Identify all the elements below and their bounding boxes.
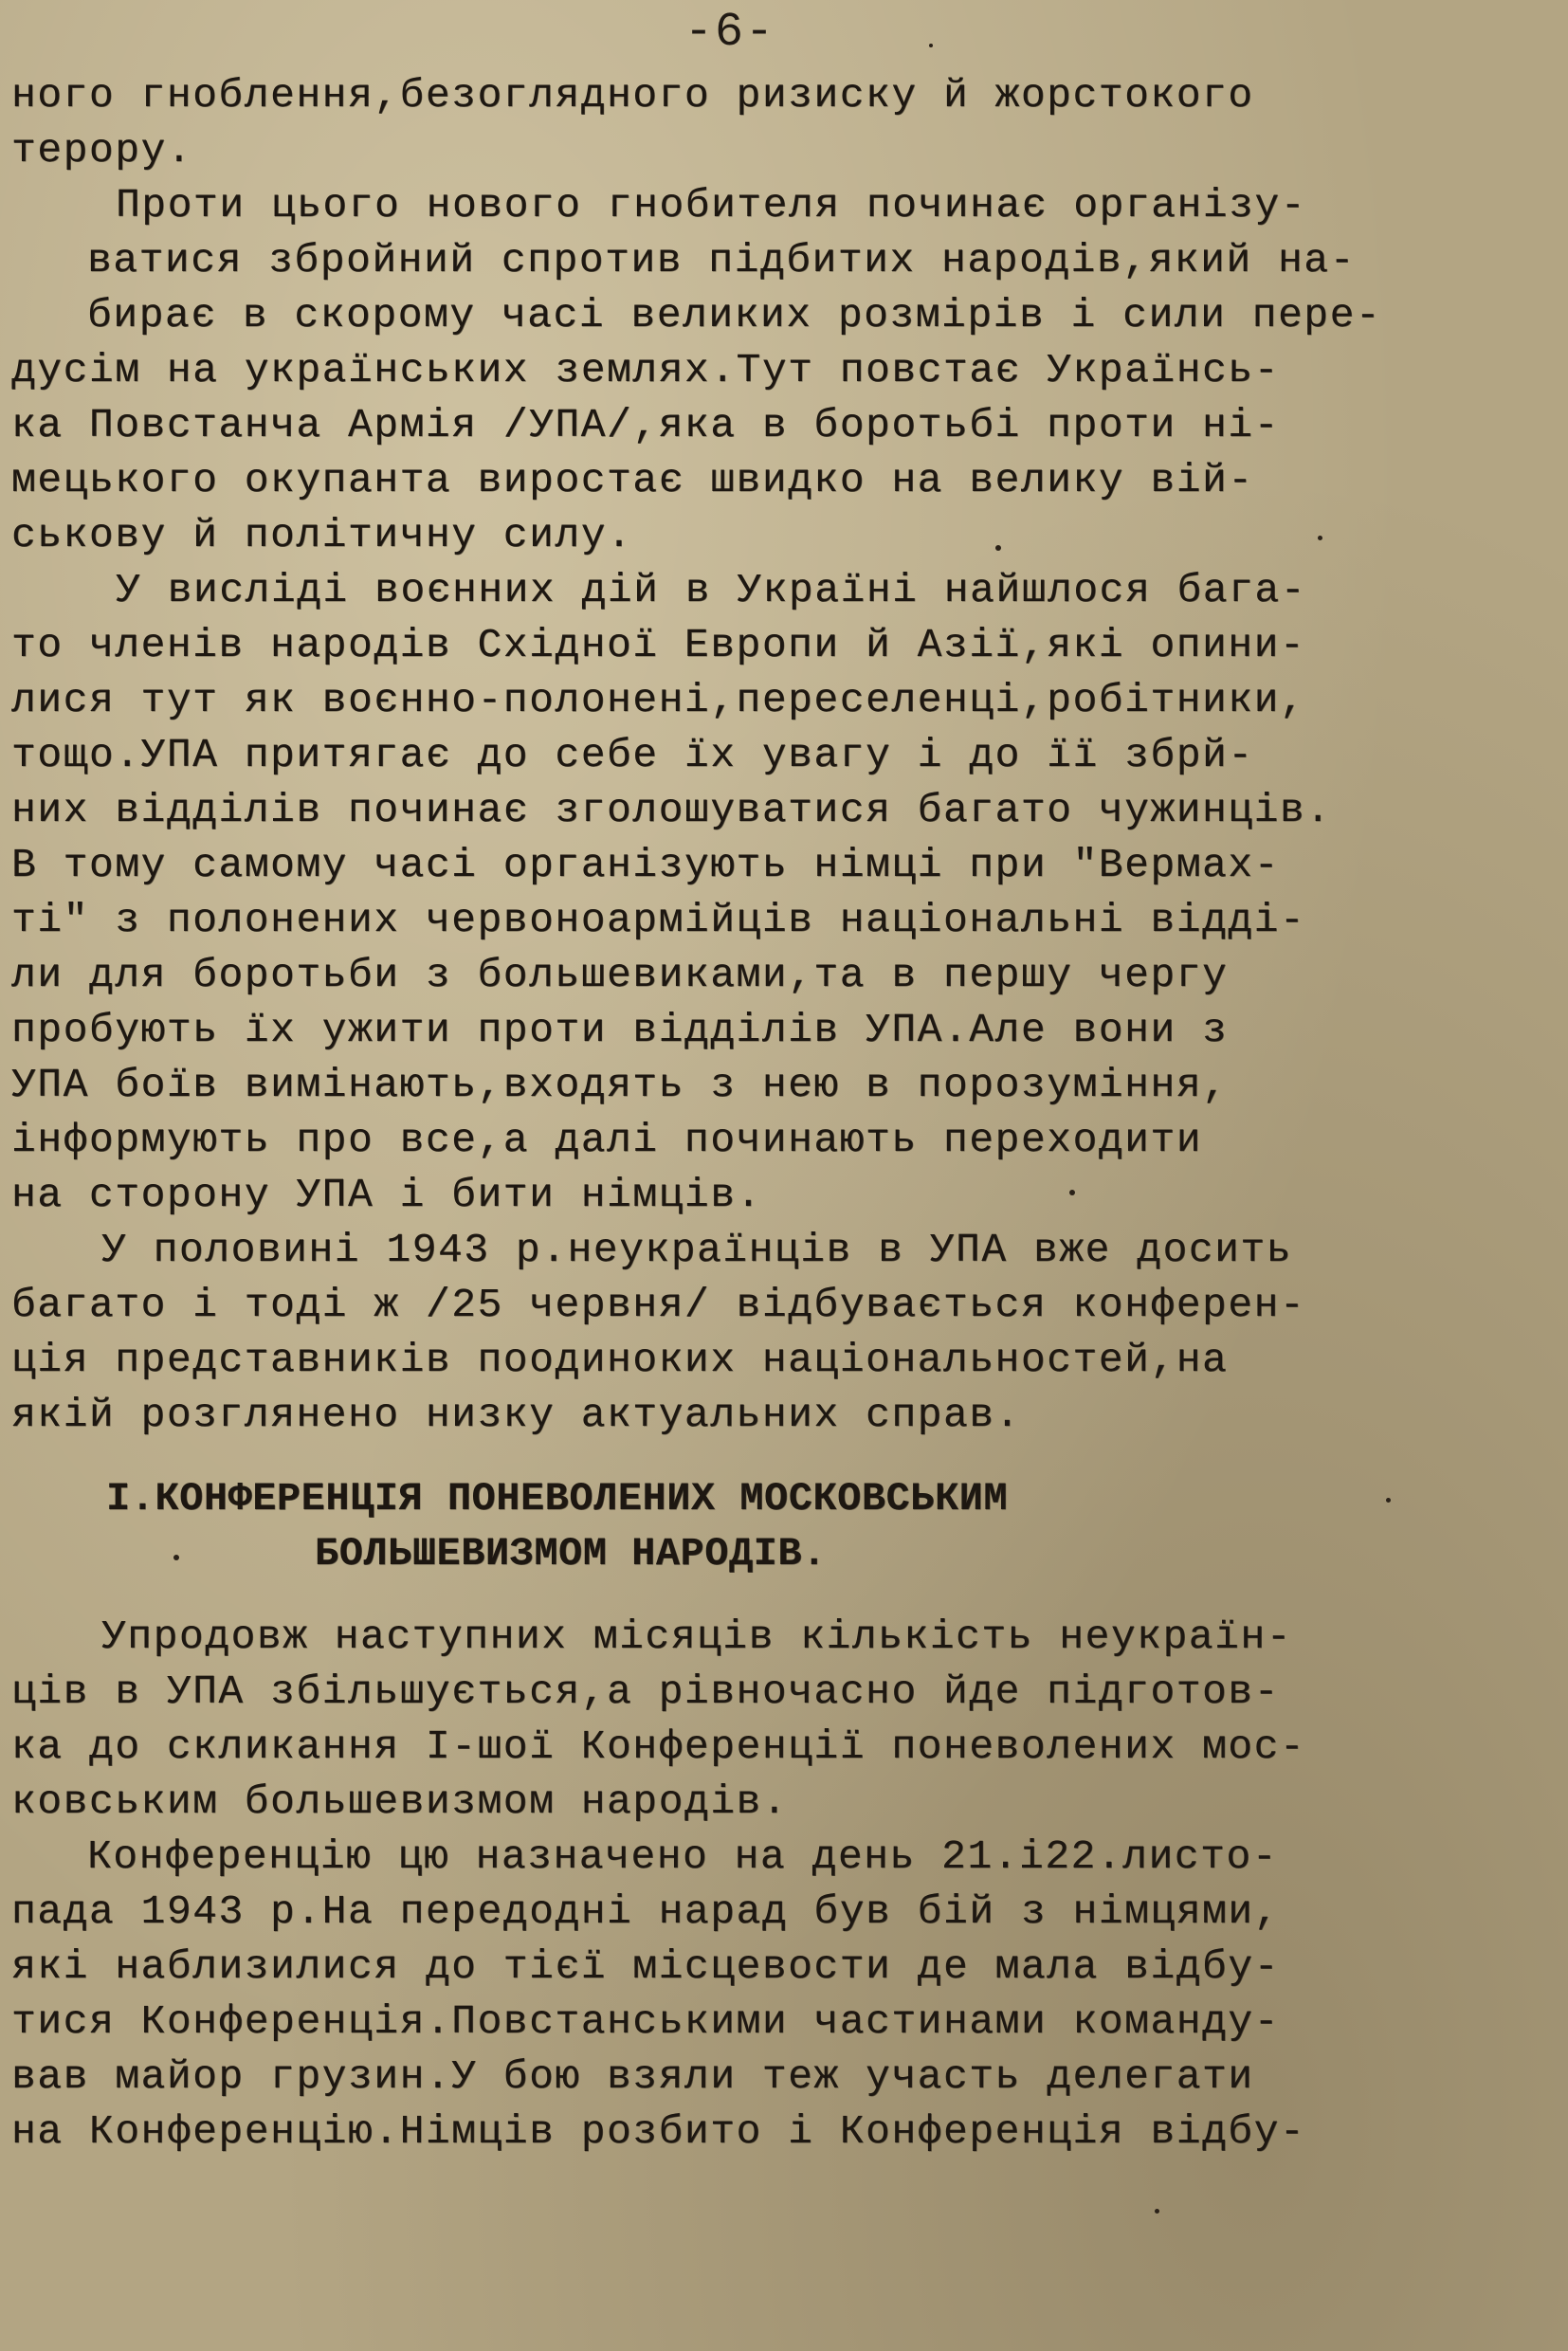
ink-speck <box>1155 2209 1159 2214</box>
text-line: на Конференцію.Німців розбито і Конференція відбу- <box>11 2108 1306 2155</box>
ink-speck <box>995 545 1001 551</box>
text-line: бирає в скорому часі великих розмірів і сили пере- <box>87 292 1382 338</box>
text-line: Конференцію цю назначено на день 21.і22.листо- <box>87 1833 1278 1880</box>
ink-speck <box>929 44 933 47</box>
text-line: них відділів починає зголошуватися багато чужинців. <box>11 787 1332 833</box>
section-heading: БОЛЬШЕВИЗМОМ НАРОДІВ. <box>315 1531 827 1576</box>
text-line: дусім на українських землях.Тут повстає Українсь- <box>11 347 1280 393</box>
page-number: -6- <box>684 6 775 60</box>
text-line: ного гноблення,безоглядного ризиску й жорстокого <box>11 72 1254 118</box>
text-line: тися Конференція.Повстанськими частинами команду- <box>11 1998 1280 2045</box>
text-line: лися тут як воєнно-полонені,переселенці,робітники, <box>11 677 1306 723</box>
text-line: У висліді воєнних дій в Україні найшлося бага- <box>116 567 1306 613</box>
ink-speck <box>1069 1190 1075 1195</box>
text-line: якій розглянено низку актуальних справ. <box>11 1392 1021 1438</box>
text-line: на сторону УПА і бити німців. <box>11 1172 762 1218</box>
ink-speck <box>173 1555 179 1560</box>
text-line: інформують про все,а далі починають переходити <box>11 1117 1202 1163</box>
text-line: ка Повстанча Армія /УПА/,яка в боротьбі проти ні- <box>11 402 1280 448</box>
text-line: то членів народів Східної Европи й Азії,які опини- <box>11 622 1306 668</box>
ink-speck <box>1318 536 1322 540</box>
text-line: багато і тоді ж /25 червня/ відбувається конферен- <box>11 1282 1306 1328</box>
text-line: пада 1943 р.На передодні нарад був бій з німцями, <box>11 1888 1280 1935</box>
text-line: пробують їх ужити проти відділів УПА.Але вони з <box>11 1007 1229 1053</box>
text-line: У половині 1943 р.неукраїнців в УПА вже досить <box>101 1227 1292 1273</box>
text-line: ватися збройний спротив підбитих народів,який на- <box>87 237 1356 283</box>
text-line: тощо.УПА притягає до себе їх увагу і до її збрй- <box>11 732 1254 778</box>
text-line: ців в УПА збільшується,а рівночасно йде підготов- <box>11 1668 1280 1715</box>
text-line: В тому самому часі організують німці при "Вермах- <box>11 842 1280 888</box>
text-line: ка до скликання І-шої Конференції поневолених мос- <box>11 1723 1306 1770</box>
text-line: ськову й політичну силу. <box>11 512 633 558</box>
section-heading: І.КОНФЕРЕНЦІЯ ПОНЕВОЛЕНИХ МОСКОВСЬКИМ <box>106 1476 1009 1522</box>
ink-speck <box>1386 1498 1391 1503</box>
text-line: ли для боротьби з большевиками,та в першу чергу <box>11 952 1229 998</box>
paragraph-gap <box>11 1581 1528 1610</box>
text-line: які наблизилися до тієї місцевости де мала відбу- <box>11 1943 1280 1990</box>
text-line: ковським большевизмом народів. <box>11 1778 789 1825</box>
text-line: ція представників поодиноких національностей,на <box>11 1337 1229 1383</box>
text-line: Проти цього нового гнобителя починає організу- <box>116 182 1306 228</box>
text-line: ті" з полонених червоноармійців національні відді- <box>11 897 1306 943</box>
text-line: мецького окупанта виростає швидко на велику вій- <box>11 457 1254 503</box>
text-line: терору. <box>11 127 193 173</box>
document-body <box>11 68 1528 2160</box>
text-line: Упродовж наступних місяців кількість неукраїн- <box>101 1613 1292 1660</box>
text-line: вав майор грузин.У бою взяли теж участь делегати <box>11 2053 1254 2100</box>
paragraph-gap <box>11 1443 1528 1471</box>
text-line: УПА боїв вимінають,входять з нею в порозуміння, <box>11 1062 1229 1108</box>
